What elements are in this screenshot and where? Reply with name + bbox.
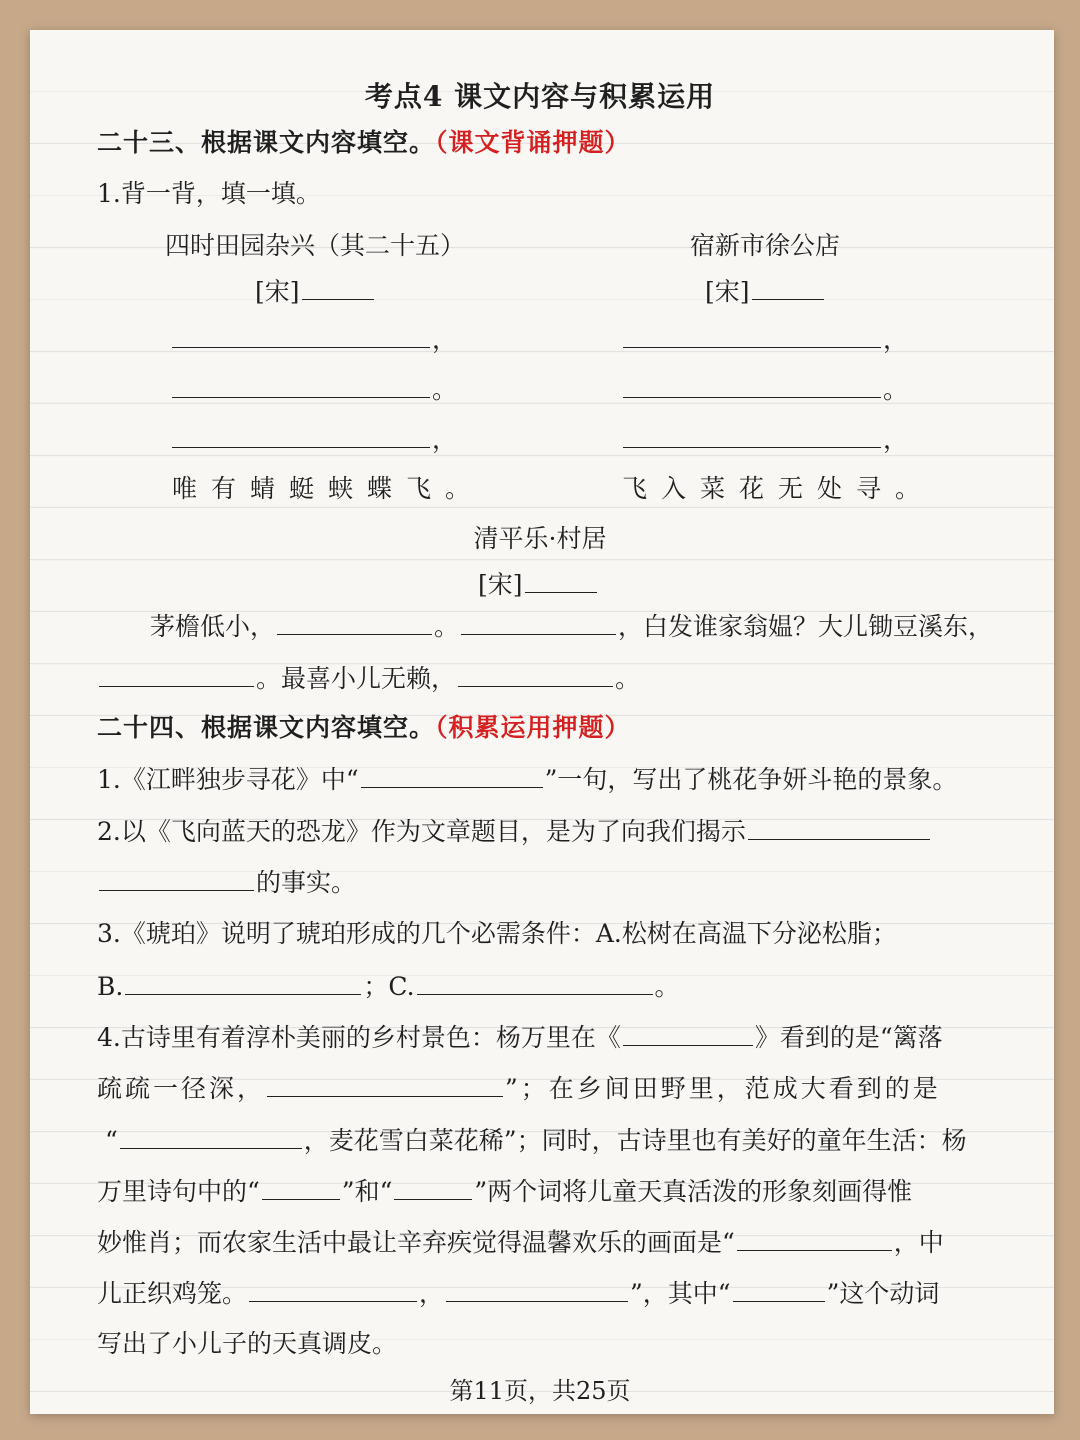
poem-2-title: 宿新市徐公店: [690, 231, 841, 260]
poem-3-author-line: [478, 567, 599, 602]
question-text: ，中: [893, 1228, 944, 1257]
q4-blank-5[interactable]: [737, 1225, 892, 1251]
poem-1-line-2: [170, 372, 457, 407]
poem-3-text: 。最喜小儿无赖，: [256, 664, 457, 693]
question-text: “: [105, 1126, 118, 1155]
question-text: 的事实。: [256, 868, 357, 897]
poem-3-blank-1[interactable]: [277, 609, 432, 635]
poem-3-dynasty: [宋]: [478, 570, 523, 599]
poem-1-last-line: 唯有蜻蜓蛱蝶飞。: [172, 474, 485, 503]
question-text: ”；在乡间田野里，范成大看到的是: [505, 1074, 941, 1103]
question-24-4-line-1: [97, 1020, 943, 1055]
question-text: ”，其中“: [630, 1279, 731, 1308]
section-23-heading: [97, 126, 631, 160]
period: 。: [883, 375, 909, 404]
poem-1-dynasty: [宋]: [255, 277, 300, 306]
question-24-4-line-6: [97, 1276, 939, 1311]
question-text: 4.古诗里有着淳朴美丽的乡村景色：杨万里在《: [97, 1023, 621, 1052]
question-24-2-line-1: [97, 814, 932, 849]
comma: ，: [883, 325, 909, 354]
section-24-heading-text: 二十四、根据课文内容填空。: [97, 713, 436, 742]
question-text: ”和“: [341, 1177, 393, 1206]
q4-blank-2[interactable]: [267, 1071, 503, 1097]
poem-2-line-3: [621, 422, 908, 457]
question-text: 2.以《飞向蓝天的恐龙》作为文章题目，是为了向我们揭示: [97, 817, 746, 846]
poem-3-blank-4[interactable]: [458, 661, 613, 687]
poem-1-title: 四时田园杂兴（其二十五）: [165, 231, 466, 260]
question-text: ”一句，写出了桃花争妍斗艳的景象。: [544, 765, 958, 794]
poem-1-line-1: [170, 322, 457, 357]
q4-blank-6a[interactable]: [249, 1276, 417, 1302]
poem-1-author-line: [255, 274, 376, 309]
q4-blank-4a[interactable]: [262, 1174, 340, 1200]
q2-blank-2[interactable]: [99, 865, 254, 891]
comma: ，: [883, 425, 909, 454]
section-24-tag: （积累运用押题）: [435, 713, 631, 742]
page-title: 考点4 课文内容与积累运用: [364, 80, 716, 113]
question-text: ，: [419, 1279, 445, 1308]
question-text: ；C.: [363, 972, 415, 1001]
q1-blank[interactable]: [361, 762, 543, 788]
question-24-2-line-2: [97, 865, 356, 900]
section-23-tag: （课文背诵押题）: [435, 128, 631, 157]
poem-2-blank-1[interactable]: [623, 322, 881, 348]
comma: ，: [432, 425, 458, 454]
comma: ，: [432, 325, 458, 354]
poem-1-blank-1[interactable]: [172, 322, 430, 348]
question-text: ”这个动词: [826, 1279, 940, 1308]
poem-3-author-blank[interactable]: [525, 567, 597, 593]
question-23-1-label: 1.背一背，填一填。: [97, 179, 321, 208]
question-24-4-line-7: 写出了小儿子的天真调皮。: [97, 1329, 398, 1358]
q3-blank-b[interactable]: [125, 969, 361, 995]
section-24-heading: [97, 711, 631, 745]
poem-2-author-blank[interactable]: [752, 274, 824, 300]
question-24-4-line-3: [105, 1123, 967, 1158]
poem-3-blank-2[interactable]: [461, 609, 616, 635]
poem-1-author-blank[interactable]: [302, 274, 374, 300]
page-number: 第11页，共25页: [449, 1377, 631, 1405]
poem-3-line-1: [150, 609, 993, 644]
poem-3-text: ，白发谁家翁媪？大儿锄豆溪东，: [618, 612, 994, 641]
poem-2-line-1: [621, 322, 908, 357]
poem-2-blank-2[interactable]: [623, 372, 881, 398]
question-24-3-line-1: 3.《琥珀》说明了琥珀形成的几个必需条件：A.松树在高温下分泌松脂；: [97, 919, 897, 948]
poem-3-blank-3[interactable]: [99, 661, 254, 687]
q4-blank-4b[interactable]: [394, 1174, 472, 1200]
q4-blank-title[interactable]: [623, 1020, 753, 1046]
period: 。: [432, 375, 458, 404]
question-text: 万里诗句中的“: [97, 1177, 260, 1206]
poem-3-text: 。: [434, 612, 460, 641]
question-text: 儿正织鸡笼。: [97, 1279, 248, 1308]
poem-2-author-line: [705, 274, 826, 309]
question-text: 疏疏一径深，: [97, 1074, 266, 1103]
question-text: 。: [654, 972, 680, 1001]
q4-blank-6c[interactable]: [733, 1276, 825, 1302]
question-24-3-line-2: [97, 969, 680, 1004]
question-text: B.: [97, 972, 124, 1001]
question-24-4-line-2: [97, 1071, 941, 1106]
poem-3-text: 茅檐低小，: [150, 612, 276, 641]
question-24-1: [97, 762, 957, 797]
poem-3-line-2: [97, 661, 640, 696]
poem-3-title: 清平乐·村居: [473, 524, 607, 553]
question-text: ”两个词将儿童天真活泼的形象刻画得惟: [474, 1177, 913, 1206]
question-text: 》看到的是“篱落: [754, 1023, 943, 1052]
poem-3-text: 。: [615, 664, 641, 693]
poem-2-line-2: [621, 372, 908, 407]
poem-2-blank-3[interactable]: [623, 422, 881, 448]
poem-1-blank-3[interactable]: [172, 422, 430, 448]
section-23-heading-text: 二十三、根据课文内容填空。: [97, 128, 436, 157]
poem-1-line-3: [170, 422, 457, 457]
poem-2-dynasty: [宋]: [705, 277, 750, 306]
question-text: ，麦花雪白菜花稀”；同时，古诗里也有美好的童年生活：杨: [303, 1126, 967, 1155]
question-text: 1.《江畔独步寻花》中“: [97, 765, 359, 794]
question-text: 妙惟肖；而农家生活中最让辛弃疾觉得温馨欢乐的画面是“: [97, 1228, 735, 1257]
question-24-4-line-5: [97, 1225, 944, 1260]
poem-1-blank-2[interactable]: [172, 372, 430, 398]
q4-blank-6b[interactable]: [446, 1276, 628, 1302]
poem-2-last-line: 飞入菜花无处寻。: [622, 474, 935, 503]
q2-blank-1[interactable]: [748, 814, 930, 840]
question-24-4-line-4: [97, 1174, 912, 1209]
q3-blank-c[interactable]: [417, 969, 653, 995]
q4-blank-3[interactable]: [120, 1123, 302, 1149]
